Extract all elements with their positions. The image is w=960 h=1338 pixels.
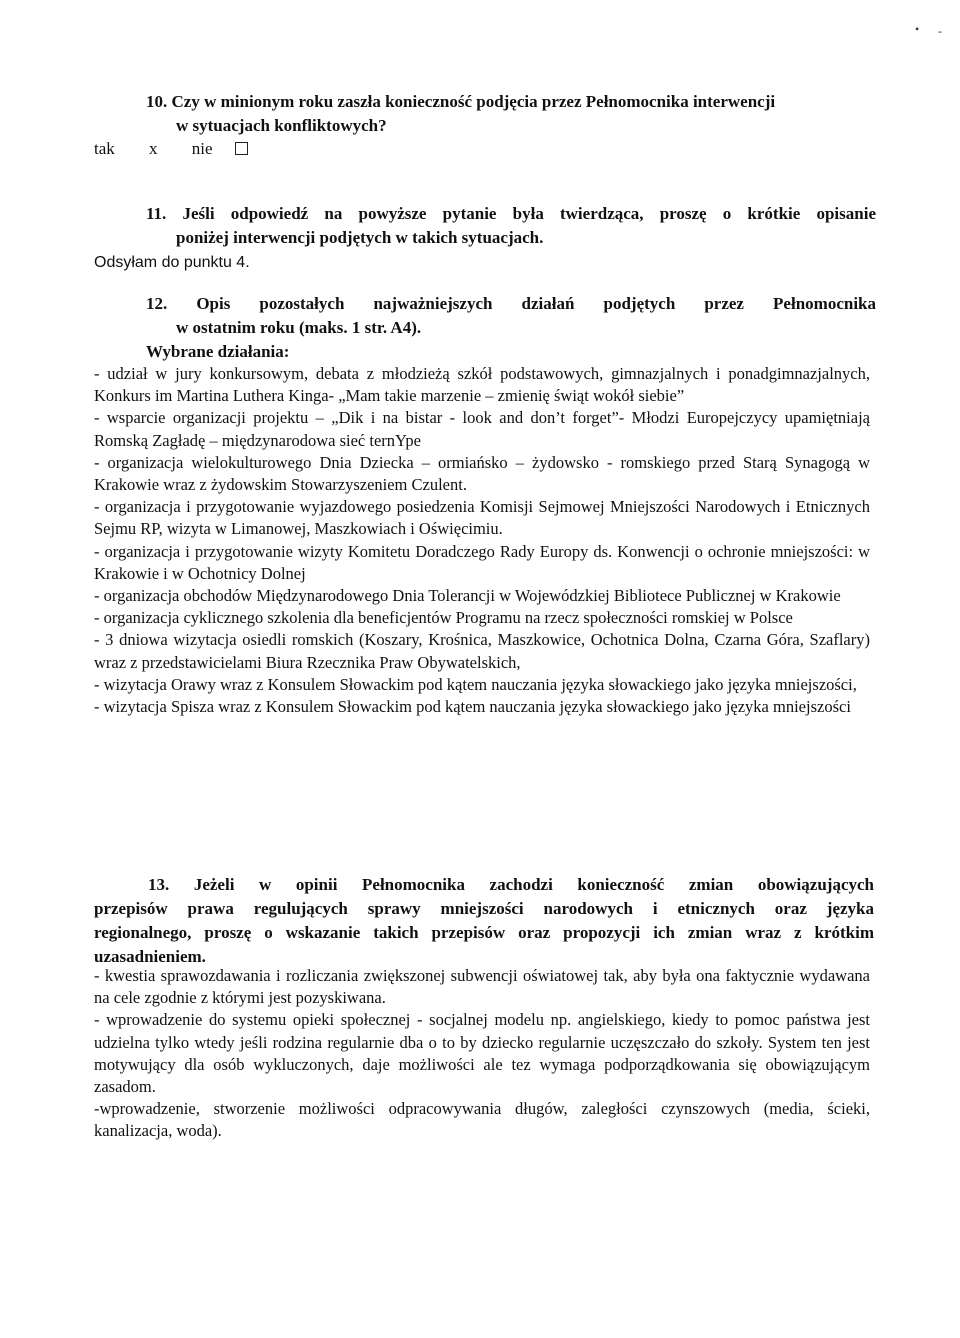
question-12-line-1: 12. Opis pozostałych najważniejszych działań podjętych przez Pełnomocnika [146, 294, 876, 313]
question-10-line-2: w sytuacjach konfliktowych? [176, 116, 387, 135]
list-item: -wprowadzenie, stworzenie możliwości odpracowywania długów, zaległości czynszowych (media, ścieki, kanalizacja, woda). [94, 1099, 870, 1141]
list-item: - wsparcie organizacji projektu – „Dik i na bistar - look and don’t forget”- Młodzi Europejczycy upamiętniają Romską Zagładę – międzynarodowa sieć ternYpe [94, 408, 870, 450]
list-item: - wizytacja Orawy wraz z Konsulem Słowackim pod kątem nauczania języka słowackiego jako języka mniejszości, [94, 674, 857, 694]
question-13-line-1: 13. Jeżeli w opinii Pełnomocnika zachodzi konieczność zmian obowiązujących [148, 875, 874, 894]
list-item: - 3 dniowa wizytacja osiedli romskich (Koszary, Krośnica, Maszkowice, Ochotnica Dolna, Czarna Góra, Szaflary) wraz z przedstawicielami Biura Rzecznika Praw Obywatelskich, [94, 630, 870, 672]
question-13-line-3: regionalnego, proszę o wskazanie takich przepisów oraz propozycji ich zmian wraz z krótkim [94, 923, 874, 942]
list-item: - organizacja obchodów Międzynarodowego Dnia Tolerancji w Wojewódzkiej Bibliotece Publicznej w Krakowie [94, 586, 841, 606]
answer-tak-label: tak [94, 139, 115, 158]
question-13-title [94, 873, 874, 969]
answer-nie-label: nie [191, 139, 213, 158]
question-11-answer: Odsyłam do punktu 4. [94, 254, 250, 271]
question-11-title [146, 202, 876, 250]
question-11-line-2: poniżej interwencji podjętych w takich sytuacjach. [176, 228, 544, 247]
question-10-line-1: 10. Czy w minionym roku zaszła konieczność podjęcia przez Pełnomocnika interwencji [146, 92, 776, 111]
scan-speck: • [915, 22, 920, 36]
question-12-title [146, 292, 876, 340]
question-12-subheading: Wybrane działania: [146, 342, 290, 361]
list-item: - udział w jury konkursowym, debata z młodzieżą szkół podstawowych, gimnazjalnych i ponadgimnazjalnych, Konkurs im Martina Luthera Kinga- „Mam takie marzenie – zmienię świąt wokół siebie” [94, 364, 870, 406]
answer-nie-checkbox [235, 142, 248, 155]
question-10-answer [94, 137, 248, 161]
list-item: - organizacja i przygotowanie wizyty Komitetu Doradczego Rady Europy ds. Konwencji o ochronie mniejszości: w Krakowie i w Ochotnicy Dolnej [94, 541, 870, 583]
question-10-title [146, 90, 876, 138]
list-item: - organizacja i przygotowanie wyjazdowego posiedzenia Komisji Sejmowej Mniejszości Narodowych i Etnicznych Sejmu RP, wizyta w Limanowej, Maszkowiach i Oświęcimiu. [94, 497, 870, 539]
question-13-items [94, 965, 870, 1143]
list-item: - kwestia sprawozdawania i rozliczania zwiększonej subwencji oświatowej tak, aby była ona faktycznie wydawana na cele zgodnie z którymi jest pozyskiwana. [94, 966, 870, 1008]
question-13-line-2: przepisów prawa regulujących sprawy mniejszości narodowych i etnicznych oraz języka [94, 899, 874, 918]
list-item: - wizytacja Spisza wraz z Konsulem Słowackim pod kątem nauczania języka słowackiego jako języka mniejszości [94, 697, 851, 717]
question-11-line-1: 11. Jeśli odpowiedź na powyższe pytanie była twierdząca, proszę o krótkie opisanie [146, 204, 876, 223]
list-item: - wprowadzenie do systemu opieki społecznej - socjalnej modelu np. angielskiego, kiedy to pomoc państwa jest udzielna tylko wtedy jeśli rodzina regularnie dba o to by dziecko regularnie uczęszczało do szkoły. System ten jest motywujący dla osób wykluczonych, daje możliwości ale tez wymaga podporządkowania się obowiązującym zasadom. [94, 1010, 870, 1097]
question-12-line-2: w ostatnim roku (maks. 1 str. A4). [176, 318, 422, 337]
question-12-items [94, 363, 870, 718]
scan-speck: - [938, 24, 942, 38]
question-13-line-4: uzasadnieniem. [94, 947, 206, 966]
list-item: - organizacja cyklicznego szkolenia dla beneficjentów Programu na rzecz społeczności romskiej w Polsce [94, 608, 793, 628]
answer-x-mark: x [149, 139, 158, 158]
list-item: - organizacja wielokulturowego Dnia Dziecka – ormiańsko – żydowsko - romskiego przed Starą Synagogą w Krakowie wraz z żydowskim Stowarzyszeniem Czulent. [94, 452, 870, 495]
